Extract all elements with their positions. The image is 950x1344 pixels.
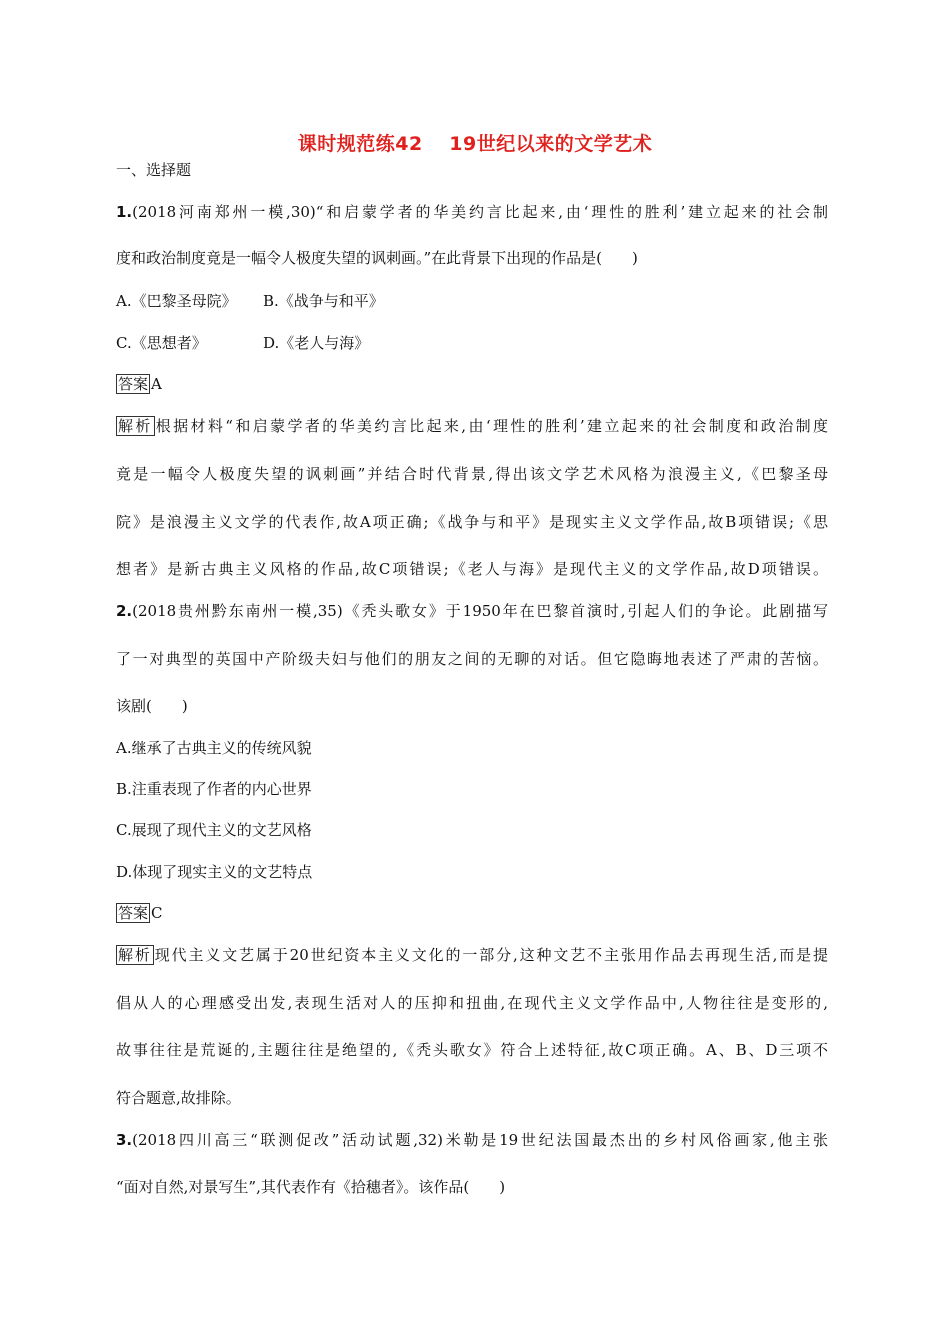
question-3-line-1	[116, 1130, 828, 1150]
question-1-option-d: D.《老人与海》	[263, 334, 370, 352]
question-2-line-2: 了一对典型的英国中产阶级夫妇与他们的朋友之间的无聊的对话。但它隐晦地表述了严肃的苦恼。	[116, 650, 828, 668]
question-3-line-2: “面对自然,对景写生”,其代表作有《拾穗者》。该作品( )	[116, 1178, 506, 1196]
page-title: 课时规范练42 19世纪以来的文学艺术	[297, 133, 653, 155]
analysis-label: 解析	[118, 946, 152, 964]
question-1-analysis-line-2: 竟是一幅令人极度失望的讽刺画”并结合时代背景,得出该文学艺术风格为浪漫主义,《巴黎圣母	[116, 465, 828, 483]
question-2-analysis-line-1	[116, 945, 828, 965]
question-2-line-3: 该剧( )	[116, 697, 188, 715]
section-heading: 一、选择题	[116, 161, 192, 179]
question-2-analysis-text-1: 现代主义文艺属于20世纪资本主义文化的一部分,这种文艺不主张用作品去再现生活,而是提	[154, 946, 828, 964]
question-1-options-cd	[116, 333, 370, 353]
question-2-answer	[116, 903, 163, 923]
question-2-analysis-line-4: 符合题意,故排除。	[116, 1089, 241, 1107]
answer-label: 答案	[118, 904, 149, 922]
question-1-options-ab	[116, 291, 384, 311]
question-2-answer-value: C	[151, 904, 163, 922]
question-1-option-b: B.《战争与和平》	[263, 292, 384, 310]
question-1-number: 1.	[116, 203, 133, 221]
question-2-line-1	[116, 601, 828, 621]
question-2-option-b: B.注重表现了作者的内心世界	[116, 780, 312, 798]
question-3-number: 3.	[116, 1131, 133, 1149]
answer-label: 答案	[118, 375, 149, 393]
question-1-line-2: 度和政治制度竟是一幅令人极度失望的讽刺画。”在此背景下出现的作品是( )	[116, 249, 638, 267]
question-1-text-1: (2018河南郑州一模,30)“和启蒙学者的华美约言比起来,由‘理性的胜利’建立起来的社会制	[132, 203, 828, 221]
question-1-analysis-text-1: 根据材料“和启蒙学者的华美约言比起来,由‘理性的胜利’建立起来的社会制度和政治制度	[155, 417, 828, 435]
question-1-answer-value: A	[151, 375, 162, 393]
question-2-option-c: C.展现了现代主义的文艺风格	[116, 821, 312, 839]
question-2-analysis-line-2: 倡从人的心理感受出发,表现生活对人的压抑和扭曲,在现代主义文学作品中,人物往往是变形的,	[116, 994, 828, 1012]
question-1-analysis-line-3: 院》是浪漫主义文学的代表作,故A项正确;《战争与和平》是现实主义文学作品,故B项错误;《思	[116, 513, 828, 531]
question-1-option-a: A.《巴黎圣母院》	[116, 292, 237, 310]
question-2-option-d: D.体现了现实主义的文艺特点	[116, 863, 313, 881]
question-1-analysis-line-4: 想者》是新古典主义风格的作品,故C项错误;《老人与海》是现代主义的文学作品,故D项错误。	[116, 560, 828, 578]
question-1-line-1	[116, 202, 828, 222]
question-1-answer	[116, 374, 162, 394]
question-3-text-1: (2018四川高三“联测促改”活动试题,32)米勒是19世纪法国最杰出的乡村风俗画家,他主张	[132, 1131, 828, 1149]
question-2-text-1: (2018贵州黔东南州一模,35)《秃头歌女》于1950年在巴黎首演时,引起人们的争论。此剧描写	[132, 602, 828, 620]
question-2-number: 2.	[116, 602, 133, 620]
question-2-option-a: A.继承了古典主义的传统风貌	[116, 739, 312, 757]
question-2-analysis-line-3: 故事往往是荒诞的,主题往往是绝望的,《秃头歌女》符合上述特征,故C项正确。A、B、D三项不	[116, 1041, 828, 1059]
analysis-label: 解析	[118, 417, 153, 435]
question-1-option-c: C.《思想者》	[116, 334, 207, 352]
question-1-analysis-line-1	[116, 416, 828, 436]
